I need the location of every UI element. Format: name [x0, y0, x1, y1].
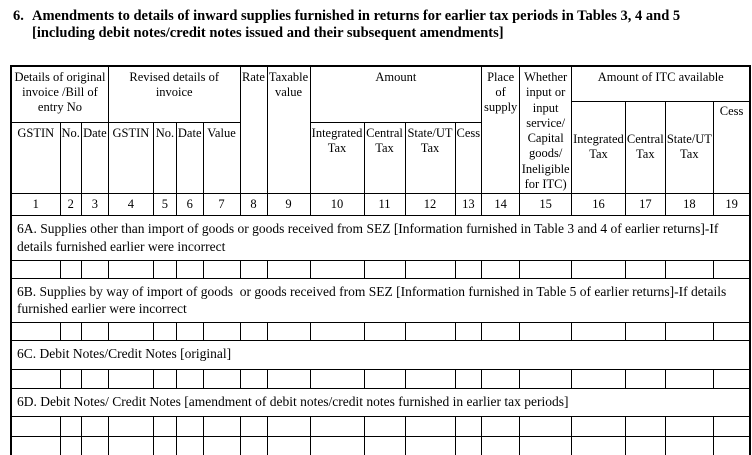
- data-cell: [153, 437, 176, 455]
- title-number: 6.: [13, 8, 24, 24]
- col-header-cess: Cess: [455, 123, 482, 194]
- data-cell: [665, 370, 713, 389]
- col-header-itc-integrated-tax: Integrated Tax: [572, 101, 626, 194]
- data-cell: [572, 370, 626, 389]
- col-header-itc-cess: Cess: [713, 101, 750, 194]
- col-header-date-original: Date: [81, 123, 108, 194]
- data-cell: [482, 260, 520, 278]
- data-cell: [364, 260, 405, 278]
- data-cell: [11, 417, 60, 437]
- data-cell: [176, 437, 203, 455]
- data-cell: [482, 323, 520, 341]
- data-cell: [240, 260, 267, 278]
- column-number-cell: 1: [11, 194, 60, 216]
- data-cell: [665, 437, 713, 455]
- amendments-table: [10, 65, 751, 455]
- data-cell: [81, 437, 108, 455]
- data-cell: [364, 417, 405, 437]
- data-cell: [713, 417, 750, 437]
- data-cell: [665, 260, 713, 278]
- data-cell: [405, 323, 455, 341]
- data-cell: [310, 417, 364, 437]
- data-cell: [310, 260, 364, 278]
- data-cell: [60, 323, 81, 341]
- data-cell: [520, 370, 572, 389]
- data-cell: [625, 437, 665, 455]
- data-cell: [405, 437, 455, 455]
- data-cell: [455, 260, 482, 278]
- column-number-cell: 2: [60, 194, 81, 216]
- data-cell: [405, 370, 455, 389]
- data-cell: [455, 437, 482, 455]
- col-header-no-original: No.: [60, 123, 81, 194]
- section-label-6b: 6B. Supplies by way of import of goods or goods received from SEZ [Information furnished in Table 5 of earlier returns]-If details furnished earlier were incorrect: [11, 278, 750, 323]
- column-number-cell: 4: [108, 194, 153, 216]
- col-header-gstin-original: GSTIN: [11, 123, 60, 194]
- column-number-cell: 11: [364, 194, 405, 216]
- data-cell: [310, 323, 364, 341]
- data-cell: [267, 417, 310, 437]
- data-cell: [240, 323, 267, 341]
- data-cell: [11, 260, 60, 278]
- data-cell: [572, 323, 626, 341]
- data-row: [11, 437, 750, 455]
- column-number-cell: 3: [81, 194, 108, 216]
- data-cell: [203, 417, 240, 437]
- data-cell: [713, 260, 750, 278]
- data-cell: [60, 370, 81, 389]
- data-cell: [267, 437, 310, 455]
- data-cell: [108, 417, 153, 437]
- data-cell: [665, 417, 713, 437]
- data-cell: [81, 323, 108, 341]
- column-number-cell: 9: [267, 194, 310, 216]
- column-number-cell: 8: [240, 194, 267, 216]
- data-cell: [240, 370, 267, 389]
- column-number-cell: 18: [665, 194, 713, 216]
- data-cell: [520, 417, 572, 437]
- data-cell: [203, 323, 240, 341]
- col-header-itc-central-tax: Central Tax: [625, 101, 665, 194]
- data-cell: [176, 417, 203, 437]
- data-cell: [405, 260, 455, 278]
- data-cell: [108, 260, 153, 278]
- col-header-value: Value: [203, 123, 240, 194]
- data-cell: [665, 323, 713, 341]
- data-cell: [81, 370, 108, 389]
- data-cell: [11, 437, 60, 455]
- data-cell: [60, 437, 81, 455]
- data-cell: [267, 370, 310, 389]
- data-cell: [176, 323, 203, 341]
- col-header-central-tax: Central Tax: [364, 123, 405, 194]
- column-number-cell: 19: [713, 194, 750, 216]
- data-cell: [364, 370, 405, 389]
- title-line-1: Amendments to details of inward supplies furnished in returns for earlier tax periods in Tables 3, 4 and 5: [32, 8, 681, 24]
- data-row: [11, 260, 750, 278]
- data-cell: [153, 260, 176, 278]
- column-numbers-row: [11, 194, 750, 216]
- col-header-gstin-revised: GSTIN: [108, 123, 153, 194]
- data-cell: [153, 370, 176, 389]
- data-cell: [625, 260, 665, 278]
- data-cell: [153, 417, 176, 437]
- data-cell: [572, 417, 626, 437]
- data-cell: [267, 323, 310, 341]
- col-header-state-ut-tax: State/UT Tax: [405, 123, 455, 194]
- data-cell: [713, 370, 750, 389]
- section-label-6d: 6D. Debit Notes/ Credit Notes [amendment of debit notes/credit notes furnished in earlier tax periods]: [11, 389, 750, 417]
- column-number-cell: 13: [455, 194, 482, 216]
- section-row-6d: [11, 389, 750, 417]
- col-header-revised-invoice: Revised details of invoice: [108, 66, 240, 123]
- data-cell: [240, 417, 267, 437]
- data-cell: [81, 417, 108, 437]
- data-cell: [405, 417, 455, 437]
- data-cell: [572, 260, 626, 278]
- column-number-cell: 10: [310, 194, 364, 216]
- page-title: [0, 0, 752, 41]
- data-cell: [108, 437, 153, 455]
- col-header-place-of-supply: Place of supply: [482, 66, 520, 194]
- data-cell: [455, 417, 482, 437]
- data-cell: [60, 260, 81, 278]
- data-cell: [203, 370, 240, 389]
- col-header-amount: Amount: [310, 66, 482, 123]
- column-number-cell: 5: [153, 194, 176, 216]
- data-cell: [267, 260, 310, 278]
- data-cell: [713, 323, 750, 341]
- column-number-cell: 6: [176, 194, 203, 216]
- data-cell: [60, 417, 81, 437]
- data-cell: [11, 370, 60, 389]
- data-cell: [203, 260, 240, 278]
- data-cell: [625, 417, 665, 437]
- data-cell: [520, 260, 572, 278]
- data-cell: [455, 323, 482, 341]
- data-cell: [455, 370, 482, 389]
- data-cell: [572, 437, 626, 455]
- data-cell: [203, 437, 240, 455]
- data-cell: [482, 370, 520, 389]
- data-cell: [81, 260, 108, 278]
- col-header-itc-available: Amount of ITC available: [572, 66, 751, 101]
- data-cell: [108, 370, 153, 389]
- column-number-cell: 17: [625, 194, 665, 216]
- data-cell: [520, 323, 572, 341]
- column-number-cell: 16: [572, 194, 626, 216]
- col-header-date-revised: Date: [176, 123, 203, 194]
- data-cell: [11, 323, 60, 341]
- col-header-itc-state-ut-tax: State/UT Tax: [665, 101, 713, 194]
- data-cell: [364, 437, 405, 455]
- data-cell: [482, 437, 520, 455]
- col-header-original-invoice: Details of original invoice /Bill of entry No: [11, 66, 108, 123]
- col-header-itc-eligibility: Whether input or input service/ Capital goods/ Ineligible for ITC): [520, 66, 572, 194]
- data-cell: [520, 437, 572, 455]
- section-row-6b: [11, 278, 750, 323]
- data-cell: [482, 417, 520, 437]
- column-number-cell: 15: [520, 194, 572, 216]
- data-row: [11, 323, 750, 341]
- col-header-no-revised: No.: [153, 123, 176, 194]
- data-row: [11, 417, 750, 437]
- data-cell: [625, 370, 665, 389]
- title-text: [32, 8, 680, 41]
- col-header-taxable-value: Taxable value: [267, 66, 310, 194]
- data-row: [11, 370, 750, 389]
- section-row-6c: [11, 341, 750, 370]
- col-header-rate: Rate: [240, 66, 267, 194]
- column-number-cell: 14: [482, 194, 520, 216]
- col-header-integrated-tax: Integrated Tax: [310, 123, 364, 194]
- data-cell: [176, 260, 203, 278]
- data-cell: [108, 323, 153, 341]
- data-cell: [364, 323, 405, 341]
- section-label-6c: 6C. Debit Notes/Credit Notes [original]: [11, 341, 750, 370]
- data-cell: [240, 437, 267, 455]
- section-row-6a: [11, 216, 750, 261]
- column-number-cell: 12: [405, 194, 455, 216]
- data-cell: [625, 323, 665, 341]
- column-number-cell: 7: [203, 194, 240, 216]
- data-cell: [153, 323, 176, 341]
- data-cell: [176, 370, 203, 389]
- data-cell: [310, 370, 364, 389]
- data-cell: [713, 437, 750, 455]
- section-label-6a: 6A. Supplies other than import of goods or goods received from SEZ [Information furnished in Table 3 and 4 of earlier returns]-If details furnished earlier were incorrect: [11, 216, 750, 261]
- title-line-2: [including debit notes/credit notes issued and their subsequent amendments]: [32, 24, 504, 41]
- data-cell: [310, 437, 364, 455]
